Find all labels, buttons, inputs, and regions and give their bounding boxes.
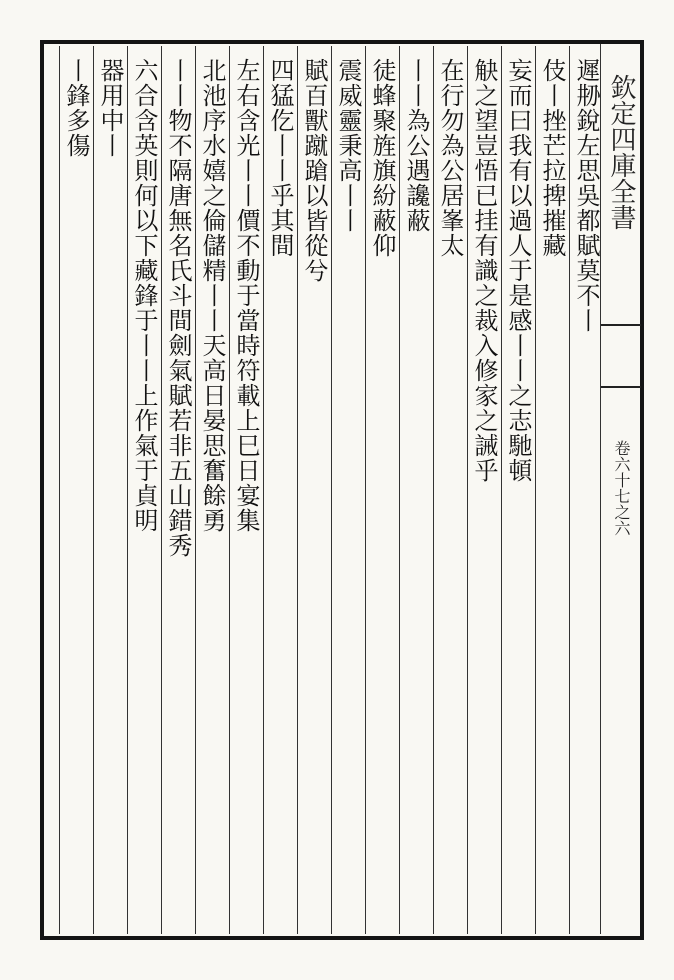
text-column: 震威靈秉高丨丨 (334, 58, 362, 233)
column-rule (433, 46, 434, 934)
column-rule (195, 46, 196, 934)
column-rule (467, 46, 468, 934)
column-rule (161, 46, 162, 934)
banxin-juan-number: 卷六十七之六 (612, 440, 631, 536)
column-rule (297, 46, 298, 934)
text-column: 四猛仡丨丨乎其間 (266, 58, 294, 258)
fish-tail-mark (601, 324, 641, 388)
column-rule (399, 46, 400, 934)
column-rule (535, 46, 536, 934)
column-rule (501, 46, 502, 934)
text-column: 徒蜂聚旌旗紛蔽仰 (368, 58, 396, 258)
banxin-center-strip (600, 44, 641, 934)
text-column: 遲刱銳左思吳都賦莫不丨 (572, 58, 600, 333)
banxin-title: 欽定四庫全書 (606, 74, 636, 230)
text-column: 妄而曰我有以過人于是感丨丨之志馳頓 (504, 58, 532, 483)
text-column: 賦百獸蹴蹌以皆從兮 (300, 58, 328, 283)
text-column: 丨丨物不隔唐無名氏斗間劍氣賦若非五山錯秀 (164, 58, 192, 558)
text-column: 觖之望豈悟已挂有識之裁入修家之誡乎 (470, 58, 498, 483)
column-rule (331, 46, 332, 934)
text-column: 器用中丨 (96, 58, 124, 158)
column-rule (127, 46, 128, 934)
column-rule (365, 46, 366, 934)
text-column: 左右含光丨丨價不動于當時符載上巳日宴集 (232, 58, 260, 533)
text-column: 六合含英則何以下藏鋒于丨丨上作氣于貞明 (130, 58, 158, 533)
text-column: 北池序水嬉之倫儲精丨丨天高日晏思奮餘勇 (198, 58, 226, 533)
column-rule (93, 46, 94, 934)
column-rule (569, 46, 570, 934)
text-column: 丨丨為公遇讒蔽 (402, 58, 430, 233)
column-rule (263, 46, 264, 934)
text-column: 丨鋒多傷 (62, 58, 90, 158)
text-column: 伎丨挫芒拉捭摧藏 (538, 58, 566, 258)
text-column: 在行勿為公居峯太 (436, 58, 464, 258)
column-rule (229, 46, 230, 934)
column-rule (59, 46, 60, 934)
